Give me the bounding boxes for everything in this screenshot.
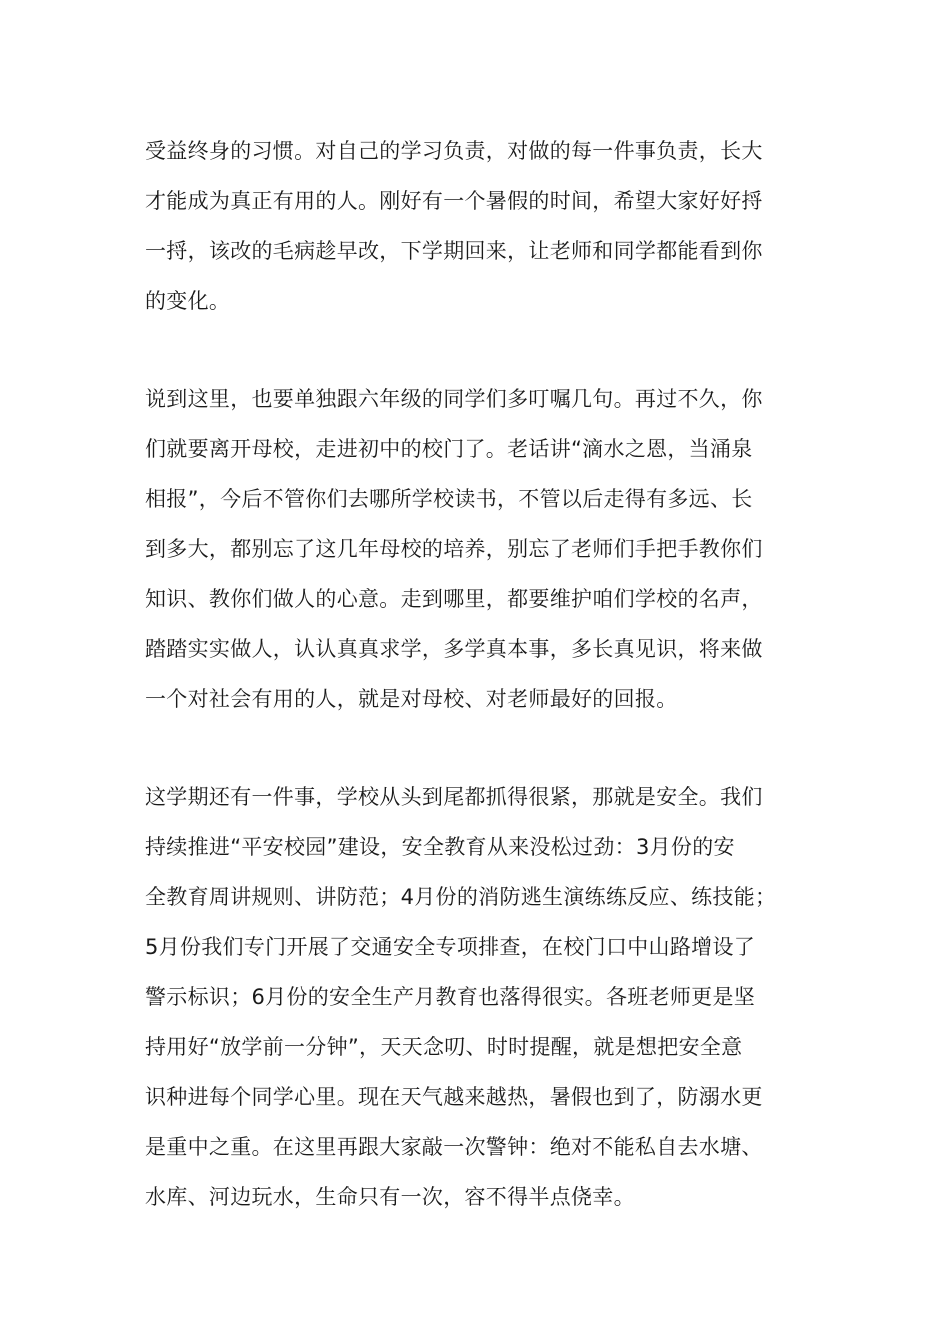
text-line: 知识、教你们做人的心意。走到哪里，都要维护咱们学校的名声， [145, 587, 763, 611]
text-line: 一个对社会有用的人，就是对母校、对老师最好的回报。 [145, 687, 678, 711]
text-line: 们就要离开母校，走进初中的校门了。老话讲“滴水之恩，当涌泉 [145, 437, 753, 461]
text-line: 识种进每个同学心里。现在天气越来越热，暑假也到了，防溺水更 [145, 1085, 763, 1109]
text-line: 持续推进“平安校园”建设，安全教育从来没松过劲：3月份的安 [145, 835, 735, 859]
text-line: 5月份我们专门开展了交通安全专项排查，在校门口中山路增设了 [145, 935, 756, 959]
text-line: 的变化。 [145, 289, 231, 313]
text-line: 相报”，今后不管你们去哪所学校读书，不管以后走得有多远、长 [145, 487, 753, 511]
text-line: 说到这里，也要单独跟六年级的同学们多叮嘱几句。再过不久，你 [145, 387, 763, 411]
text-line: 全教育周讲规则、讲防范；4月份的消防逃生演练练反应、练技能； [145, 885, 777, 909]
text-line: 警示标识；6月份的安全生产月教育也落得很实。各班老师更是坚 [145, 985, 756, 1009]
text-line: 是重中之重。在这里再跟大家敲一次警钟：绝对不能私自去水塘、 [145, 1135, 763, 1159]
text-line: 持用好“放学前一分钟”，天天念叨、时时提醒，就是想把安全意 [145, 1035, 743, 1059]
text-line: 到多大，都别忘了这几年母校的培养，别忘了老师们手把手教你们 [145, 537, 763, 561]
text-line: 踏踏实实做人，认认真真求学，多学真本事，多长真见识，将来做 [145, 637, 763, 661]
text-line: 水库、河边玩水，生命只有一次，容不得半点侥幸。 [145, 1185, 635, 1209]
text-line: 一捋，该改的毛病趁早改，下学期回来，让老师和同学都能看到你 [145, 239, 763, 263]
text-line: 才能成为真正有用的人。刚好有一个暑假的时间，希望大家好好捋 [145, 189, 763, 213]
text-line: 这学期还有一件事，学校从头到尾都抓得很紧，那就是安全。我们 [145, 785, 763, 809]
text-line: 受益终身的习惯。对自己的学习负责，对做的每一件事负责，长大 [145, 139, 763, 163]
